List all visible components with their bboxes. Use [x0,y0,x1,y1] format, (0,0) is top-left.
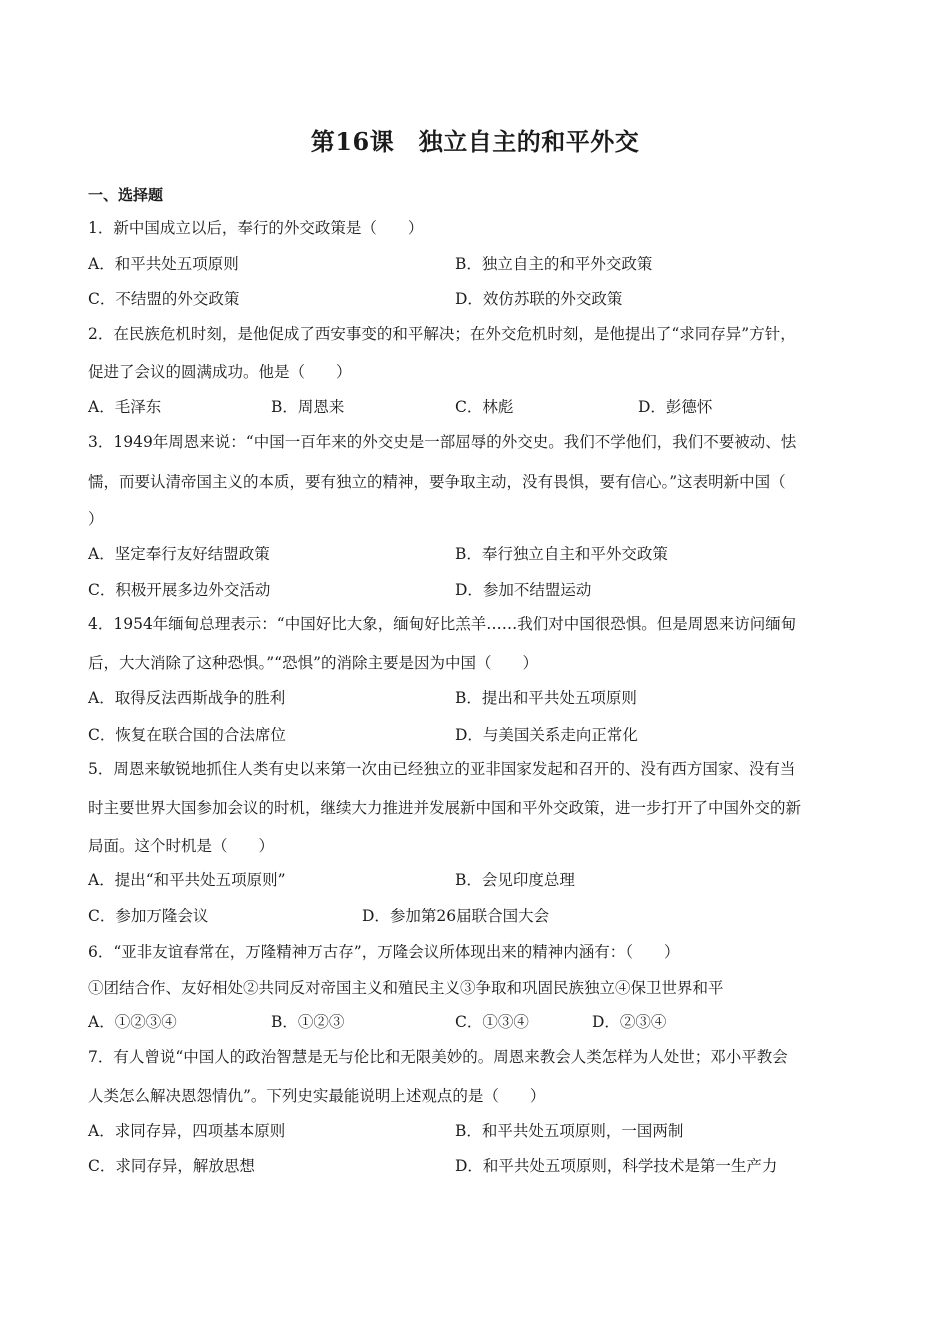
question-4-text-line-2: 后，大大消除了这种恐惧。”“恐惧”的消除主要是因为中国（ ） [88,654,539,672]
question-7-option-a: A．求同存异，四项基本原则 [88,1122,286,1140]
question-5-text-line-1: 5．周恩来敏锐地抓住人类有史以来第一次由已经独立的亚非国家发起和召开的、没有西方国家、没有当 [88,760,796,778]
question-5-option-b: B．会见印度总理 [455,871,575,889]
question-6-option-a: A．①②③④ [88,1013,177,1031]
question-2-text-line-2: 促进了会议的圆满成功。他是（ ） [88,363,352,381]
question-5-option-d: D．参加第26届联合国大会 [362,907,550,925]
question-1-option-a: A．和平共处五项原则 [88,255,239,273]
question-7-option-b: B．和平共处五项原则，一国两制 [455,1122,684,1140]
question-5-text-line-3: 局面。这个时机是（ ） [88,837,275,855]
question-7-text-line-2: 人类怎么解决恩怨情仇”。下列史实最能说明上述观点的是（ ） [88,1087,546,1105]
question-1-option-b: B．独立自主的和平外交政策 [455,255,653,273]
question-5-option-a: A．提出“和平共处五项原则” [88,871,286,889]
question-1-text: 1．新中国成立以后，奉行的外交政策是（ ） [88,219,424,237]
question-3-text-line-1: 3．1949年周恩来说：“中国一百年来的外交史是一部屈辱的外交史。我们不学他们，我们不要被动、怯 [88,433,797,451]
question-1-option-d: D．效仿苏联的外交政策 [455,290,623,308]
question-4-option-c: C．恢复在联合国的合法席位 [88,726,286,744]
question-5-text-line-2: 时主要世界大国参加会议的时机，继续大力推进并发展新中国和平外交政策，进一步打开了中国外交的新 [88,799,802,817]
question-4-option-d: D．与美国关系走向正常化 [455,726,638,744]
question-6-option-c: C．①③④ [455,1013,529,1031]
question-4-text-line-1: 4．1954年缅甸总理表示：“中国好比大象，缅甸好比羔羊……我们对中国很恐惧。但是周恩来访问缅甸 [88,615,797,633]
question-3-option-a: A．坚定奉行友好结盟政策 [88,545,270,563]
page-title: 第16课 独立自主的和平外交 [310,127,640,156]
question-2-option-b: B．周恩来 [271,398,345,416]
question-4-option-b: B．提出和平共处五项原则 [455,689,637,707]
question-2-option-d: D．彭德怀 [638,398,713,416]
question-1-option-c: C．不结盟的外交政策 [88,290,240,308]
question-2-text-line-1: 2．在民族危机时刻，是他促成了西安事变的和平解决；在外交危机时刻，是他提出了“求同存异”方针， [88,325,796,343]
question-5-option-c: C．参加万隆会议 [88,907,209,925]
question-6-text-line-1: 6．“亚非友谊春常在，万隆精神万古存”，万隆会议所体现出来的精神内涵有：（ ） [88,943,680,961]
question-3-option-b: B．奉行独立自主和平外交政策 [455,545,668,563]
question-6-option-d: D．②③④ [592,1013,667,1031]
question-4-option-a: A．取得反法西斯战争的胜利 [88,689,286,707]
question-7-option-d: D．和平共处五项原则，科学技术是第一生产力 [455,1157,778,1175]
question-3-option-d: D．参加不结盟运动 [455,581,592,599]
question-7-text-line-1: 7．有人曾说“中国人的政治智慧是无与伦比和无限美妙的。周恩来教会人类怎样为人处世；邓小平教会 [88,1048,788,1066]
question-2-option-a: A．毛泽东 [88,398,162,416]
section-heading: 一、选择题 [88,186,164,204]
question-7-option-c: C．求同存异，解放思想 [88,1157,255,1175]
question-2-option-c: C．林彪 [455,398,514,416]
question-3-option-c: C．积极开展多边外交活动 [88,581,271,599]
question-6-text-line-2: ①团结合作、友好相处②共同反对帝国主义和殖民主义③争取和巩固民族独立④保卫世界和平 [88,979,724,997]
question-3-text-line-3: ） [88,510,104,528]
question-6-option-b: B．①②③ [271,1013,345,1031]
question-3-text-line-2: 懦，而要认清帝国主义的本质，要有独立的精神，要争取主动，没有畏惧，要有信心。”这表明新中国（ [88,473,786,491]
